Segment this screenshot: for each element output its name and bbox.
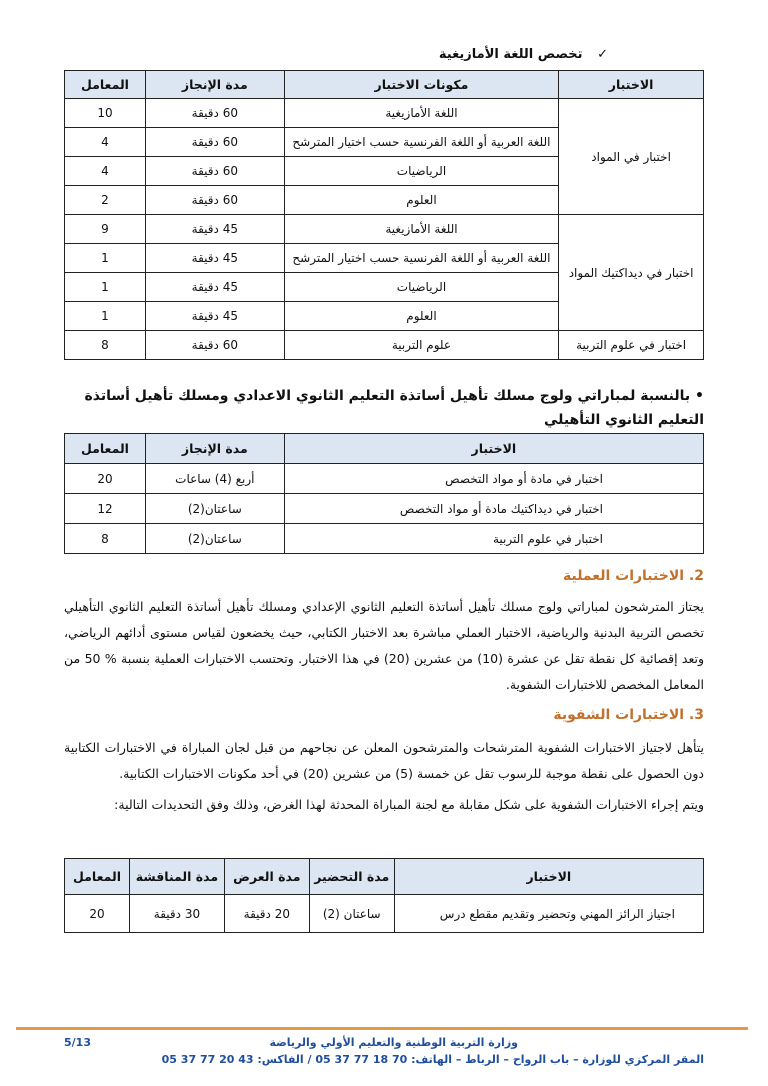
presentation-cell: 20 دقيقة [224,895,309,933]
check-icon: ✓ [597,47,608,62]
component-cell: اللغة العربية أو اللغة الفرنسية حسب اختيار المترشح [284,128,559,157]
coef-cell: 10 [65,99,146,128]
duration-cell: 60 دقيقة [145,157,284,186]
table-row [65,524,704,554]
duration-cell: 45 دقيقة [145,273,284,302]
col-header-components: مكونات الاختبار [284,71,559,99]
written-tests-table [64,70,704,360]
duration-cell: 45 دقيقة [145,215,284,244]
col-header-duration: مدة الإنجاز [145,71,284,99]
test-cell: اختبار في علوم التربية [284,524,703,554]
section-text-oral-2: ويتم إجراء الاختبارات الشفوية على شكل مقابلة مع لجنة المباراة المحدثة لهذا الغرض، وذلك وفق التحديدات التالية: [114,797,704,812]
section-title-oral: 3. الاختبارات الشفوية [553,707,704,723]
duration-cell: أربع (4) ساعات [145,464,284,494]
col-header-test: الاختبار [394,859,703,895]
duration-cell: 60 دقيقة [145,331,284,360]
col-header-presentation: مدة العرض [224,859,309,895]
duration-cell: 60 دقيقة [145,186,284,215]
section-title-practical: 2. الاختبارات العملية [562,568,704,584]
discussion-cell: 30 دقيقة [130,895,225,933]
col-header-coef: المعامل [65,859,130,895]
footer-ministry: وزارة التربية الوطنية والتعليم الأولي والرياضة [269,1036,518,1049]
test-cell: اجتياز الرائز المهني وتحضير وتقديم مقطع درس [394,895,703,933]
footer-divider [16,1027,748,1030]
duration-cell: 60 دقيقة [145,128,284,157]
group-name: اختبار في علوم التربية [559,331,704,360]
coef-cell: 1 [65,244,146,273]
coef-cell: 8 [65,331,146,360]
coef-cell: 1 [65,302,146,331]
component-cell: اللغة الأمازيغية [284,215,559,244]
oral-tests-table [64,858,704,933]
col-header-test: الاختبار [284,434,703,464]
duration-cell: 60 دقيقة [145,99,284,128]
col-header-coef: المعامل [65,434,146,464]
table-row [65,331,704,360]
group-name: اختبار في المواد [559,99,704,215]
bullet-heading-text: بالنسبة لمباراتي ولوج مسلك تأهيل أساتذة التعليم الثانوي الاعدادي ومسلك تأهيل أساتذة التعليم الثانوي التأهيلي [84,388,704,428]
col-header-duration: مدة الإنجاز [145,434,284,464]
duration-cell: 45 دقيقة [145,302,284,331]
table-row [65,215,704,244]
coef-cell: 8 [65,524,146,554]
test-cell: اختبار في مادة أو مواد التخصص [284,464,703,494]
coef-cell: 12 [65,494,146,524]
section-text-practical: يجتاز المترشحون لمباراتي ولوج مسلك تأهيل أساتذة التعليم الثانوي الإعدادي ومسلك تأهيل أساتذة التعليم الثانوي التأهيلي تخصص التربية البدنية والرياضية، الاختبار العملي مباشرة بعد الاختبار الكتابي، حيث يخضعون لقياس مستوى أدائهم الرياضي، وتعد إقصائية كل نقطة تقل عن عشرة (10) من عشرين (20) في هذا الاختبار. وتحتسب الاختبارات العملية بنسبة % 50 من المعامل المخصص للاختبارات الشفوية. [64,599,704,692]
coef-cell: 4 [65,128,146,157]
test-cell: اختبار في ديداكتيك مادة أو مواد التخصص [284,494,703,524]
col-header-prep: مدة التحضير [309,859,394,895]
component-cell: الرياضيات [284,157,559,186]
coef-cell: 9 [65,215,146,244]
component-cell: العلوم [284,302,559,331]
specialty-heading-text: تخصص اللغة الأمازيغية [438,47,583,62]
group-name: اختبار في ديداكتيك المواد [559,215,704,331]
prep-cell: ساعتان (2) [309,895,394,933]
duration-cell: ساعتان(2) [145,494,284,524]
duration-cell: ساعتان(2) [145,524,284,554]
coef-cell: 20 [65,464,146,494]
coef-cell: 2 [65,186,146,215]
table-row [65,464,704,494]
component-cell: اللغة العربية أو اللغة الفرنسية حسب اختيار المترشح [284,244,559,273]
bullet-heading [64,384,704,432]
coef-cell: 1 [65,273,146,302]
duration-cell: 45 دقيقة [145,244,284,273]
component-cell: العلوم [284,186,559,215]
component-cell: الرياضيات [284,273,559,302]
coef-cell: 4 [65,157,146,186]
page-number: 5/13 [64,1036,91,1049]
table-row [65,494,704,524]
component-cell: اللغة الأمازيغية [284,99,559,128]
col-header-test: الاختبار [559,71,704,99]
table-row [65,99,704,128]
specialty-heading [439,47,608,62]
col-header-coef: المعامل [65,71,146,99]
component-cell: علوم التربية [284,331,559,360]
col-header-discussion: مدة المناقشة [130,859,225,895]
secondary-tests-table [64,433,704,554]
footer-address: المقر المركزي للوزارة – باب الرواح – الرباط – الهاتف: 70 18 77 37 05 / الفاكس: 43 20 77 37 05 [161,1053,704,1066]
section-text-oral-1: يتأهل لاجتياز الاختبارات الشفوية المترشحات والمترشحون المعلن عن نجاحهم من قبل لجان المباراة في الاختبارات الكتابية دون الحصول على نقطة موجبة للرسوب تقل عن خمسة (5) من عشرين (20) في أحد مكونات الاختبارات الكتابية. [64,740,704,781]
coef-cell: 20 [65,895,130,933]
table-row [65,895,704,933]
bullet-icon: • [690,388,704,404]
